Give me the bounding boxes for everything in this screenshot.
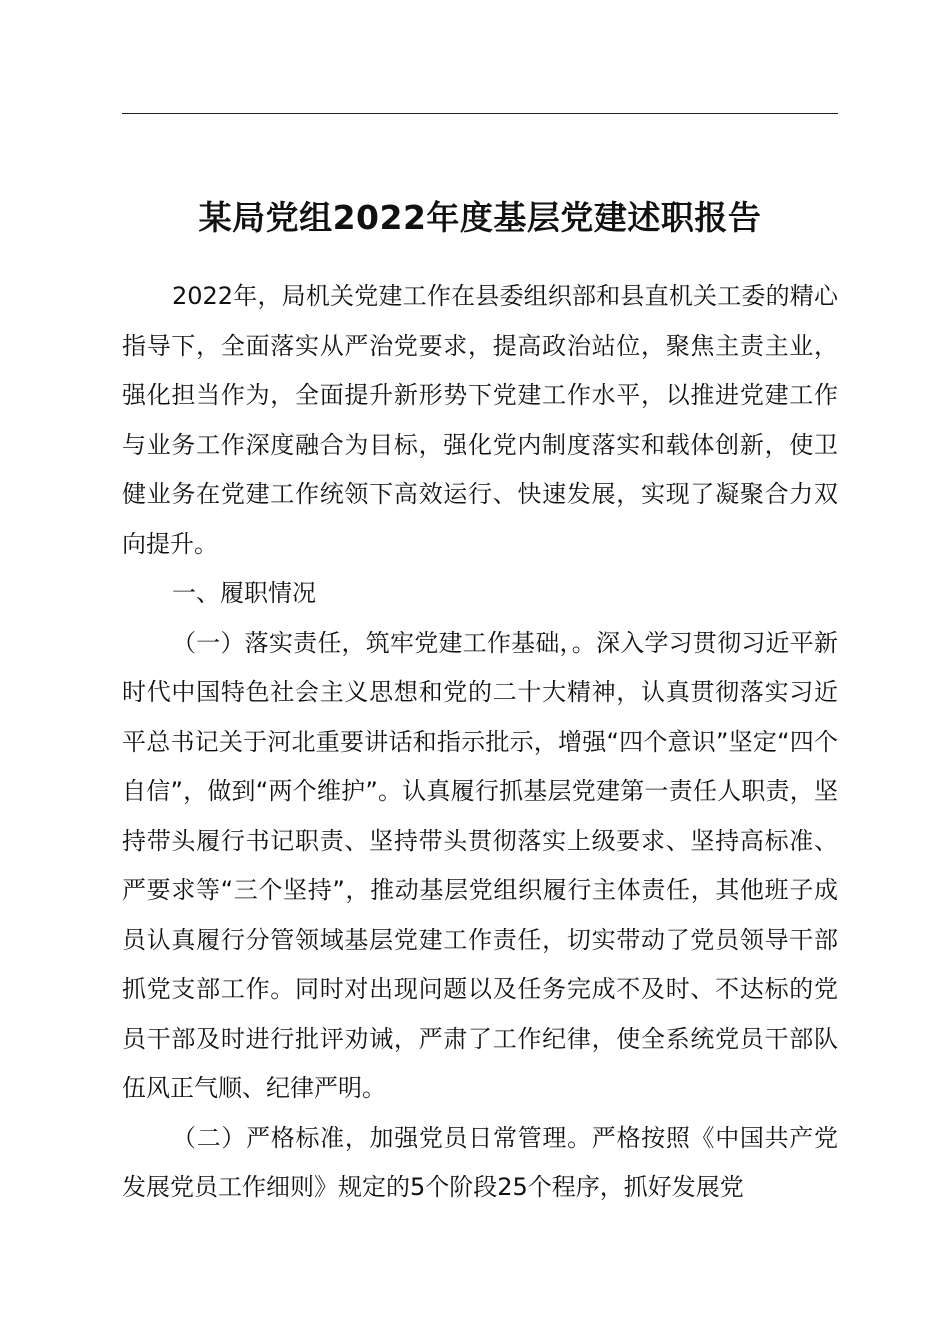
section-heading: 一、履职情况	[172, 579, 316, 607]
document-title: 某局党组2022年度基层党建述职报告	[198, 198, 762, 238]
header-rule	[122, 113, 838, 114]
subsection-1-paragraph: （一）落实责任，筑牢党建工作基础，。深入学习贯彻习近平新时代中国特色社会主义思想和党的二十大精神，认真贯彻落实习近平总书记关于河北重要讲话和指示批示，增强“四个意识”坚定“四个自信”，做到“两个维护”。认真履行抓基层党建第一责任人职责，坚持带头履行书记职责、坚持带头贯彻落实上级要求、坚持高标准、严要求等“三个坚持”，推动基层党组织履行主体责任，其他班子成员认真履行分管领域基层党建工作责任，切实带动了党员领导干部抓党支部工作。同时对出现问题以及任务完成不及时、不达标的党员干部及时进行批评劝诫，严肃了工作纪律，使全系统党员干部队伍风正气顺、纪律严明。	[122, 628, 838, 1102]
document-body	[122, 272, 838, 1213]
intro-paragraph: 2022年，局机关党建工作在县委组织部和县直机关工委的精心指导下，全面落实从严治党要求，提高政治站位，聚焦主责主业，强化担当作为，全面提升新形势下党建工作水平，以推进党建工作与业务工作深度融合为目标，强化党内制度落实和载体创新，使卫健业务在党建工作统领下高效运行、快速发展，实现了凝聚合力双向提升。	[122, 282, 838, 558]
subsection-2-paragraph: （二）严格标准，加强党员日常管理。严格按照《中国共产党发展党员工作细则》规定的5个阶段25个程序，抓好发展党	[122, 1123, 838, 1201]
